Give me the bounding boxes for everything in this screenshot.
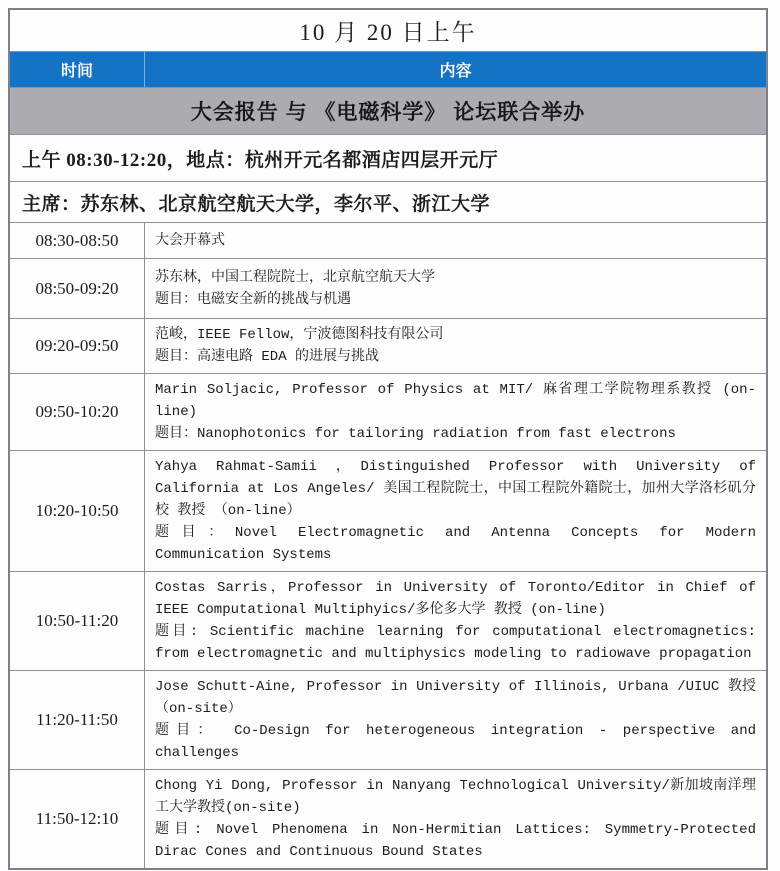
speaker-text: 苏东林，中国工程院院士，北京航空航天大学 <box>155 269 435 286</box>
speaker-text: Yahya Rahmat-Samii ，Distinguished Professor with University of California at Los Angeles/ 美国工程院院士，中国工程院外籍院士，加州大学洛杉矶分校 教授 （on-line） <box>155 459 756 519</box>
schedule-row <box>10 769 766 868</box>
content-column-header: 内容 <box>439 63 472 80</box>
topic-text: 题目：高速电路 EDA 的进展与挑战 <box>155 349 380 365</box>
time-cell: 08:50-09:20 <box>10 259 145 318</box>
topic-text: 题目: Scientific machine learning for computational electromagnetics: from electromagnetic and multiphysics modeling to radiowave propagation <box>155 624 756 662</box>
session-info-row: 上午 08:30-12:20，地点：杭州开元名都酒店四层开元厅 <box>10 134 766 181</box>
chairs-row: 主席：苏东林、北京航空航天大学，李尔平、浙江大学 <box>10 181 766 222</box>
banner-row: 大会报告 与 《电磁科学》 论坛联合举办 <box>10 87 766 134</box>
speaker-text: Costas Sarris，Professor in University of Toronto/Editor in Chief of IEEE Computational Multiphyics/多伦多大学 教授 (on-line) <box>155 580 756 618</box>
topic-text: 题目： Co-Design for heterogeneous integration - perspective and challenges <box>155 723 756 761</box>
content-cell <box>145 319 766 373</box>
content-cell <box>145 259 766 318</box>
time-cell: 11:20-11:50 <box>10 671 145 769</box>
schedule-row <box>10 571 766 670</box>
content-cell <box>145 671 766 769</box>
time-cell: 08:30-08:50 <box>10 223 145 258</box>
content-cell <box>145 451 766 571</box>
topic-text: 题目：Nanophotonics for tailoring radiation from fast electrons <box>155 426 676 442</box>
speaker-text: 大会开幕式 <box>155 232 225 249</box>
time-cell: 10:50-11:20 <box>10 572 145 670</box>
schedule-row <box>10 222 766 258</box>
schedule-row <box>10 258 766 318</box>
schedule-row <box>10 450 766 571</box>
topic-text: 题目：电磁安全新的挑战与机遇 <box>155 291 351 308</box>
topic-text: 题目: Novel Phenomena in Non-Hermitian Lattices: Symmetry-Protected Dirac Cones and Continuous Bound States <box>155 822 756 860</box>
time-cell: 11:50-12:10 <box>10 770 145 868</box>
topic-text: 题目：Novel Electromagnetic and Antenna Concepts for Modern Communication Systems <box>155 525 756 563</box>
speaker-text: 范峻，IEEE Fellow，宁波德图科技有限公司 <box>155 327 444 343</box>
content-cell <box>145 572 766 670</box>
content-cell <box>145 770 766 868</box>
page-title: 10 月 20 日上午 <box>299 20 477 45</box>
schedule-table <box>8 8 768 870</box>
speaker-text: Chong Yi Dong, Professor in Nanyang Technological University/新加坡南洋理工大学教授(on-site) <box>155 778 756 816</box>
content-cell <box>145 374 766 450</box>
speaker-text: Marin Soljacic, Professor of Physics at MIT/ 麻省理工学院物理系教授 (on-line) <box>155 382 756 420</box>
time-cell: 09:20-09:50 <box>10 319 145 373</box>
schedule-row <box>10 373 766 450</box>
table-header-row <box>10 51 766 87</box>
schedule-row <box>10 318 766 373</box>
time-column-header: 时间 <box>10 52 145 87</box>
content-cell <box>145 223 766 258</box>
schedule-row <box>10 670 766 769</box>
speaker-text: Jose Schutt-Aine, Professor in University of Illinois, Urbana /UIUC 教授 （on-site） <box>155 679 756 717</box>
time-cell: 09:50-10:20 <box>10 374 145 450</box>
time-cell: 10:20-10:50 <box>10 451 145 571</box>
